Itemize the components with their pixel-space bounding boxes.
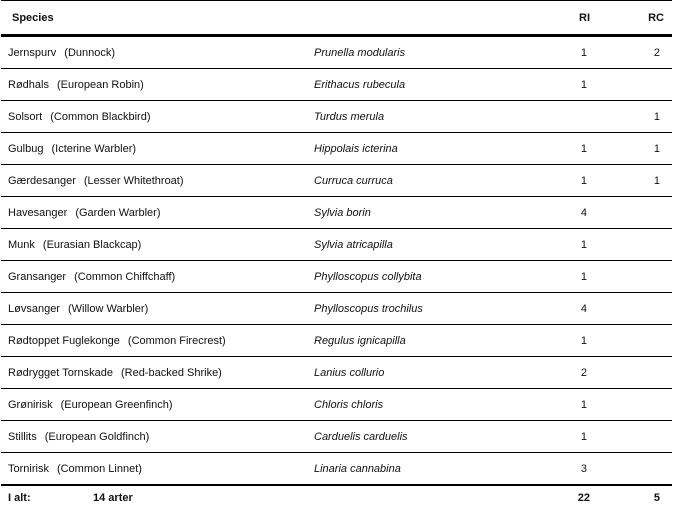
scientific-name: Phylloscopus collybita — [307, 261, 510, 293]
header-ri: RI — [510, 1, 615, 36]
scientific-name: Hippolais icterina — [307, 133, 510, 165]
table-row — [1, 421, 672, 453]
table-row — [1, 165, 672, 197]
ri-count — [510, 101, 615, 133]
danish-name: Rødhals — [8, 78, 49, 91]
rc-count — [615, 69, 672, 101]
english-name: (Dunnock) — [64, 46, 116, 59]
danish-name: Tornirisk — [8, 462, 49, 475]
table-row — [1, 133, 672, 165]
english-name: (Common Chiffchaff) — [74, 270, 176, 283]
species-name-cell — [1, 261, 307, 293]
rc-count — [615, 293, 672, 325]
danish-name: Gransanger — [8, 270, 67, 283]
species-name-cell — [1, 165, 307, 197]
table-row — [1, 357, 672, 389]
english-name: (Lesser Whitethroat) — [83, 174, 184, 187]
ri-count: 1 — [510, 133, 615, 165]
danish-name: Rødtoppet Fuglekonge — [8, 334, 120, 347]
rc-count — [615, 261, 672, 293]
header-rc: RC — [615, 1, 672, 36]
danish-name: Gærdesanger — [8, 174, 76, 187]
ri-count: 1 — [510, 261, 615, 293]
header-species: Species — [1, 1, 307, 36]
scientific-name: Sylvia atricapilla — [307, 229, 510, 261]
danish-name: Havesanger — [8, 206, 68, 219]
species-name-cell — [1, 293, 307, 325]
ri-count: 4 — [510, 197, 615, 229]
english-name: (European Greenfinch) — [60, 398, 173, 411]
total-row — [1, 485, 672, 510]
ri-count: 1 — [510, 325, 615, 357]
danish-name: Stillits — [8, 430, 37, 443]
species-name-cell — [1, 357, 307, 389]
english-name: (Common Linnet) — [56, 462, 142, 475]
species-name-cell — [1, 229, 307, 261]
total-rc: 5 — [615, 485, 672, 510]
ri-count: 4 — [510, 293, 615, 325]
scientific-name: Prunella modularis — [307, 36, 510, 69]
species-name-cell — [1, 133, 307, 165]
table-row — [1, 101, 672, 133]
rc-count — [615, 229, 672, 261]
english-name: (Eurasian Blackcap) — [42, 238, 142, 251]
table-row — [1, 229, 672, 261]
species-table — [1, 0, 672, 510]
scientific-name: Carduelis carduelis — [307, 421, 510, 453]
rc-count — [615, 197, 672, 229]
total-label-cell — [1, 485, 307, 510]
scientific-name: Chloris chloris — [307, 389, 510, 421]
danish-name: Løvsanger — [8, 302, 60, 315]
table-row — [1, 36, 672, 69]
danish-name: Grønirisk — [8, 398, 53, 411]
rc-count — [615, 325, 672, 357]
scientific-name: Linaria cannabina — [307, 453, 510, 486]
rc-count: 1 — [615, 133, 672, 165]
table-row — [1, 69, 672, 101]
table-row — [1, 453, 672, 486]
danish-name: Munk — [8, 238, 35, 251]
rc-count — [615, 357, 672, 389]
danish-name: Jernspurv — [8, 46, 57, 59]
rc-count — [615, 453, 672, 486]
scientific-name: Regulus ignicapilla — [307, 325, 510, 357]
english-name: (Garden Warbler) — [75, 206, 161, 219]
scientific-name: Phylloscopus trochilus — [307, 293, 510, 325]
species-name-cell — [1, 421, 307, 453]
ri-count: 1 — [510, 389, 615, 421]
species-name-cell — [1, 101, 307, 133]
english-name: (Willow Warbler) — [67, 302, 149, 315]
rc-count — [615, 389, 672, 421]
danish-name: Rødrygget Tornskade — [8, 366, 113, 379]
danish-name: Gulbug — [8, 142, 44, 155]
ri-count: 1 — [510, 229, 615, 261]
table-row — [1, 197, 672, 229]
danish-name: Solsort — [8, 110, 43, 123]
total-species-count: 14 arter — [93, 492, 133, 504]
rc-count: 2 — [615, 36, 672, 69]
scientific-name: Turdus merula — [307, 101, 510, 133]
table-row — [1, 389, 672, 421]
table-row — [1, 261, 672, 293]
rc-count: 1 — [615, 101, 672, 133]
table-header-row — [1, 1, 672, 36]
species-name-cell — [1, 36, 307, 69]
english-name: (Common Firecrest) — [127, 334, 226, 347]
ri-count: 3 — [510, 453, 615, 486]
species-name-cell — [1, 69, 307, 101]
scientific-name: Sylvia borin — [307, 197, 510, 229]
ri-count: 1 — [510, 165, 615, 197]
species-name-cell — [1, 197, 307, 229]
total-empty-cell — [307, 485, 510, 510]
english-name: (Icterine Warbler) — [51, 142, 137, 155]
scientific-name: Erithacus rubecula — [307, 69, 510, 101]
ri-count: 1 — [510, 421, 615, 453]
english-name: (Common Blackbird) — [50, 110, 151, 123]
ri-count: 1 — [510, 36, 615, 69]
scientific-name: Lanius collurio — [307, 357, 510, 389]
ri-count: 2 — [510, 357, 615, 389]
english-name: (European Robin) — [56, 78, 144, 91]
english-name: (Red-backed Shrike) — [120, 366, 222, 379]
total-label: I alt: — [8, 492, 31, 504]
species-rows — [1, 36, 672, 486]
table-row — [1, 293, 672, 325]
species-name-cell — [1, 325, 307, 357]
species-name-cell — [1, 389, 307, 421]
species-name-cell — [1, 453, 307, 486]
scientific-name: Curruca curruca — [307, 165, 510, 197]
table-row — [1, 325, 672, 357]
rc-count: 1 — [615, 165, 672, 197]
ri-count: 1 — [510, 69, 615, 101]
rc-count — [615, 421, 672, 453]
english-name: (European Goldfinch) — [44, 430, 150, 443]
total-ri: 22 — [510, 485, 615, 510]
header-scientific-empty — [307, 1, 510, 36]
